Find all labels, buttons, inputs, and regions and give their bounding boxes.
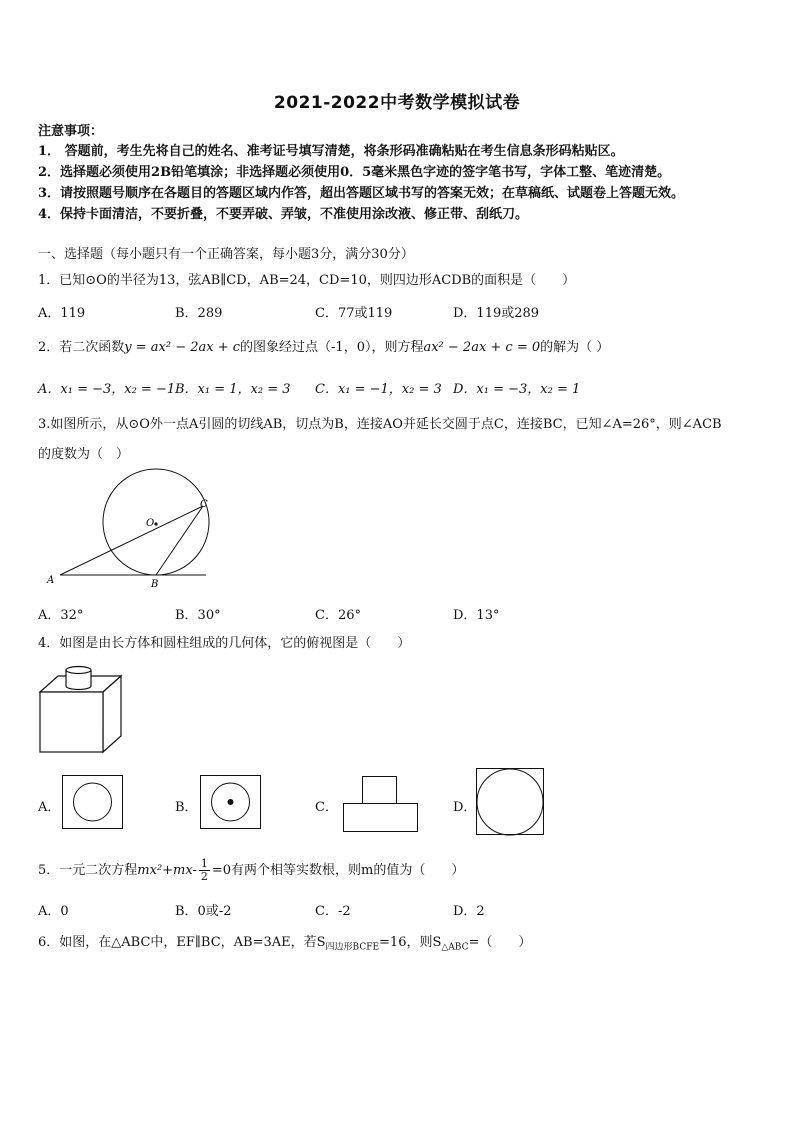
center-dot bbox=[228, 799, 234, 805]
q3-option-c[interactable]: C．26° bbox=[315, 608, 361, 623]
question-4: 4．如图是由长方体和圆柱组成的几何体，它的俯视图是（ ） bbox=[38, 636, 411, 651]
q6-text-3: =（ ） bbox=[468, 935, 532, 950]
q2-text-3: 的解为（ ） bbox=[540, 340, 610, 355]
q1-option-c[interactable]: C．77或119 bbox=[315, 306, 393, 321]
q5-fraction bbox=[199, 858, 210, 883]
q4-option-b-figure[interactable] bbox=[200, 775, 262, 830]
circle-shape bbox=[477, 769, 543, 835]
page-title: 2021-2022中考数学模拟试卷 bbox=[273, 93, 521, 113]
question-3-options bbox=[38, 604, 758, 624]
q5-option-a[interactable]: A．0 bbox=[38, 904, 69, 919]
q1-option-b[interactable]: B．289 bbox=[175, 306, 223, 321]
q1-option-a[interactable]: A．119 bbox=[38, 306, 86, 321]
label-a: A bbox=[47, 575, 55, 586]
q6-text-1: 6．如图，在△ABC中，EF∥BC，AB=3AE，若S bbox=[38, 935, 326, 950]
q4-option-d[interactable]: D． bbox=[453, 800, 477, 815]
q2-text-1: 2．若二次函数 bbox=[38, 340, 125, 355]
q3-circle-figure bbox=[38, 470, 218, 595]
q5-equation: mx²+mx- bbox=[137, 863, 197, 878]
chord-bc bbox=[156, 506, 203, 575]
q2-text-2: 的图象经过点（-1，0），则方程 bbox=[240, 340, 424, 355]
q5-option-d[interactable]: D．2 bbox=[453, 904, 485, 919]
q6-subscript-1: 四边形BCFE bbox=[325, 942, 380, 953]
q5-text-2: =0有两个相等实数根，则m的值为（ ） bbox=[211, 863, 465, 878]
q1-option-d[interactable]: D．119或289 bbox=[453, 306, 540, 321]
q5-option-c[interactable]: C．-2 bbox=[315, 904, 351, 919]
q2-equation-1: y = ax² − 2ax + c bbox=[124, 340, 241, 355]
q4-option-a-figure[interactable] bbox=[62, 775, 124, 830]
label-c: C bbox=[200, 499, 208, 510]
q5-fraction-numerator: 1 bbox=[200, 857, 208, 870]
label-o: O bbox=[146, 518, 155, 529]
label-b: B bbox=[151, 579, 159, 590]
question-5-options bbox=[38, 900, 758, 920]
q2-option-b[interactable]: B．x₁ = 1，x₂ = 3 bbox=[175, 382, 291, 397]
q3-option-a[interactable]: A．32° bbox=[38, 608, 84, 623]
box-front-face bbox=[40, 692, 103, 752]
circle-o bbox=[103, 469, 209, 575]
notice-item-2: 2．选择题必须使用2B铅笔填涂；非选择题必须使用0．5毫米黑色字迹的签字笔书写，字体工整、笔迹清楚。 bbox=[38, 165, 671, 180]
q4-option-d-figure[interactable] bbox=[476, 768, 546, 836]
question-1-options bbox=[38, 302, 758, 322]
lower-rectangle bbox=[344, 804, 418, 832]
q6-subscript-2: △ABC bbox=[441, 942, 469, 953]
notice-item-3: 3．请按照题号顺序在各题目的答题区域内作答，超出答题区域书写的答案无效；在草稿纸、试题卷上答题无效。 bbox=[38, 186, 685, 201]
question-5 bbox=[38, 858, 464, 888]
q5-text-1: 5．一元二次方程 bbox=[38, 863, 138, 878]
question-3-line-1: 3.如图所示，从⊙O外一点A引圆的切线AB，切点为B，连接AO并延长交圆于点C，连接BC，已知∠A=26°，则∠ACB bbox=[38, 417, 722, 432]
q2-option-a[interactable]: A．x₁ = −3，x₂ = −1 bbox=[38, 382, 176, 397]
center-point-o bbox=[154, 522, 157, 525]
q4-option-a[interactable]: A． bbox=[38, 800, 61, 815]
q5-fraction-denominator: 2 bbox=[200, 870, 208, 883]
section-heading: 一、选择题（每小题只有一个正确答案，每小题3分，满分30分） bbox=[38, 247, 414, 262]
q2-equation-2: ax² − 2ax + c = 0 bbox=[423, 340, 541, 355]
question-3-line-2: 的度数为（ ） bbox=[38, 447, 130, 462]
secant-line-ac bbox=[60, 506, 203, 575]
cylinder-top-ellipse bbox=[66, 667, 91, 674]
notice-item-1: 1． 答题前，考生先将自己的姓名、准考证号填写清楚，将条形码准确粘贴在考生信息条形码粘贴区。 bbox=[38, 144, 624, 159]
q2-option-d[interactable]: D．x₁ = −3，x₂ = 1 bbox=[453, 382, 581, 397]
notice-item-4: 4．保持卡面清洁，不要折叠，不要弄破、弄皱，不准使用涂改液、修正带、刮纸刀。 bbox=[38, 207, 529, 222]
q4-option-c[interactable]: C． bbox=[315, 800, 338, 815]
upper-rectangle bbox=[363, 777, 397, 804]
question-2 bbox=[38, 339, 609, 357]
q5-option-b[interactable]: B．0或-2 bbox=[175, 904, 232, 919]
q4-option-b[interactable]: B． bbox=[175, 800, 198, 815]
q6-text-2: =16，则S bbox=[379, 935, 442, 950]
q2-option-c[interactable]: C．x₁ = −1，x₂ = 3 bbox=[315, 382, 442, 397]
question-6 bbox=[38, 934, 531, 957]
q4-option-c-figure[interactable] bbox=[343, 776, 419, 834]
question-2-options bbox=[38, 378, 758, 398]
q3-option-d[interactable]: D．13° bbox=[453, 608, 500, 623]
q3-option-b[interactable]: B．30° bbox=[175, 608, 221, 623]
question-1: 1．已知⊙O的半径为13，弦AB∥CD，AB=24，CD=10，则四边形ACDB的面积是（ ） bbox=[38, 273, 576, 288]
q4-solid-figure bbox=[38, 665, 128, 760]
notice-heading: 注意事项： bbox=[38, 124, 104, 139]
circle-shape bbox=[74, 783, 112, 821]
